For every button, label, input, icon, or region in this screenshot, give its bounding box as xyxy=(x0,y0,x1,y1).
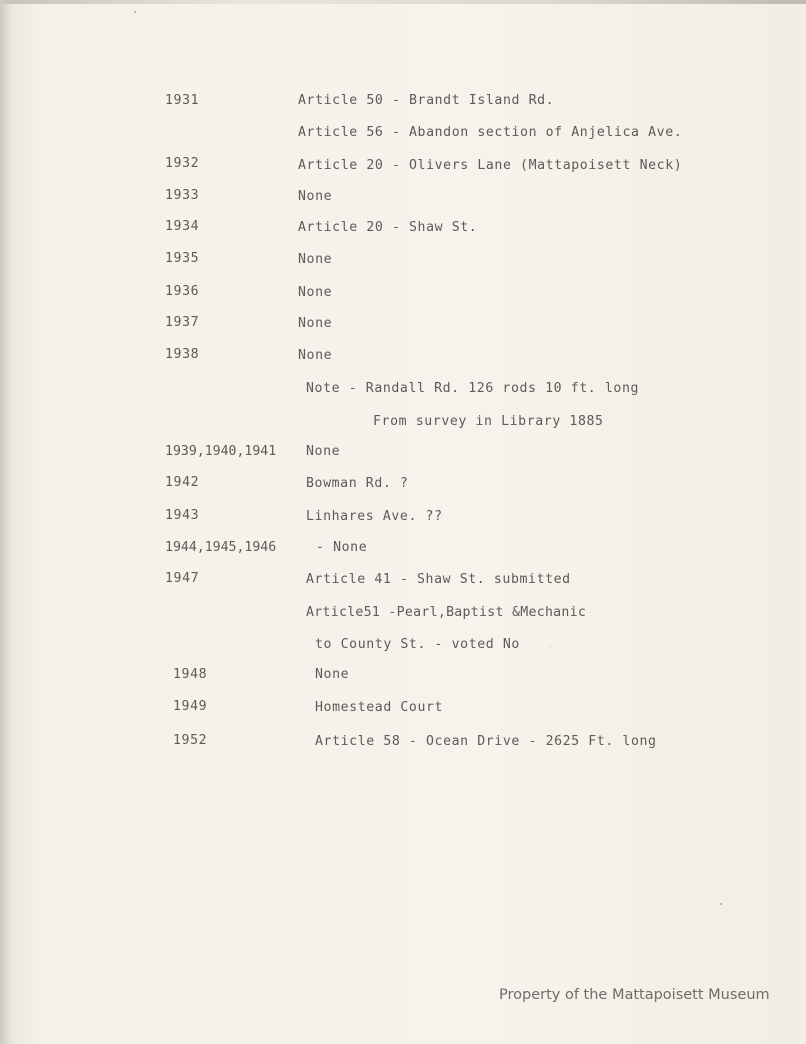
page-binding-shadow xyxy=(0,0,10,1044)
museum-watermark: Property of the Mattapoisett Museum xyxy=(499,987,770,1003)
entry-homestead-court: Homestead Court xyxy=(315,700,444,715)
year-1949: 1949 xyxy=(173,699,208,714)
entry-1937: None xyxy=(298,316,333,331)
year-1933: 1933 xyxy=(165,188,200,203)
note-survey-source: From survey in Library 1885 xyxy=(373,414,604,429)
year-1934: 1934 xyxy=(165,219,200,234)
entry-linhares-ave: Linhares Ave. ?? xyxy=(306,509,443,524)
entry-article-56: Article 56 - Abandon section of Anjelica Ave. xyxy=(298,125,683,140)
year-1952: 1952 xyxy=(173,733,208,748)
entry-1936: None xyxy=(298,285,333,300)
page-top-edge xyxy=(0,0,806,4)
entry-1938: None xyxy=(298,348,333,363)
paper-speck xyxy=(134,11,136,13)
year-1936: 1936 xyxy=(165,284,200,299)
year-1948: 1948 xyxy=(173,667,208,682)
paper-speck xyxy=(550,646,551,647)
entry-1948: None xyxy=(315,667,350,682)
entry-1939-1941: None xyxy=(306,444,341,459)
entry-1935: None xyxy=(298,252,333,267)
year-1939-1941: 1939,1940,1941 xyxy=(165,444,277,459)
entry-article-51: Article51 -Pearl,Baptist &Mechanic xyxy=(306,605,587,620)
entry-1933: None xyxy=(298,189,333,204)
paper-speck xyxy=(720,903,722,905)
year-1937: 1937 xyxy=(165,315,200,330)
year-1938: 1938 xyxy=(165,347,200,362)
entry-article-20-olivers-lane: Article 20 - Olivers Lane (Mattapoisett Neck) xyxy=(298,158,683,173)
entry-article-58: Article 58 - Ocean Drive - 2625 Ft. long xyxy=(315,734,657,749)
note-randall-rd: Note - Randall Rd. 126 rods 10 ft. long xyxy=(306,381,640,396)
entry-1944-1946: - None xyxy=(316,540,368,555)
entry-bowman-rd: Bowman Rd. ? xyxy=(306,476,409,491)
year-1947: 1947 xyxy=(165,571,200,586)
year-1931: 1931 xyxy=(165,93,200,108)
year-1944-1946: 1944,1945,1946 xyxy=(165,540,277,555)
entry-article-51-continued: to County St. - voted No xyxy=(315,637,520,652)
year-1943: 1943 xyxy=(165,508,200,523)
entry-article-20-shaw-st: Article 20 - Shaw St. xyxy=(298,220,478,235)
entry-article-41: Article 41 - Shaw St. submitted xyxy=(306,572,571,587)
year-1932: 1932 xyxy=(165,156,200,171)
entry-article-50: Article 50 - Brandt Island Rd. xyxy=(298,93,555,108)
year-1942: 1942 xyxy=(165,475,200,490)
year-1935: 1935 xyxy=(165,251,200,266)
